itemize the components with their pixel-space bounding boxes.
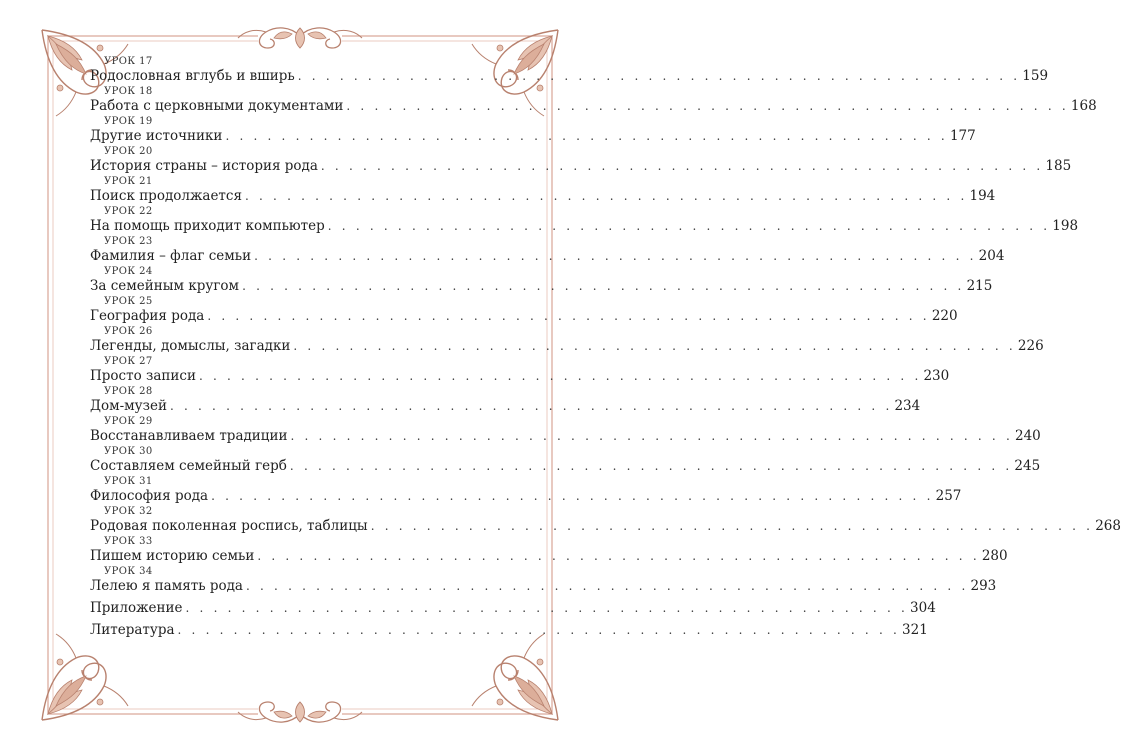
page-number: 220 [931, 308, 958, 324]
toc-entry[interactable] [90, 56, 1049, 86]
toc-entry[interactable] [90, 618, 928, 640]
lesson-label: УРОК 34 [104, 566, 153, 577]
toc-entry[interactable] [90, 416, 1041, 446]
dot-leader: . . . . . . . . . . . . . . . . . . . . . . . . . . . . . . . . . . . . . . . . . . . . . . . . . . . . [370, 519, 1094, 533]
chapter-title: Легенды, домыслы, загадки [90, 338, 291, 354]
chapter-title: Философия рода [90, 488, 209, 504]
lesson-label: УРОК 17 [104, 56, 153, 67]
page-number: 215 [966, 278, 993, 294]
page-number: 240 [1014, 428, 1041, 444]
lesson-label: УРОК 20 [104, 146, 153, 157]
chapter-title: Родословная вглубь и вширь [90, 68, 295, 84]
bottom-scroll-ornament-icon [238, 702, 362, 722]
page-number: 234 [894, 398, 921, 414]
lesson-label: УРОК 18 [104, 86, 153, 97]
dot-leader: . . . . . . . . . . . . . . . . . . . . . . . . . . . . . . . . . . . . . . . . . . . . . . . . . . . . [198, 369, 922, 383]
dot-leader: . . . . . . . . . . . . . . . . . . . . . . . . . . . . . . . . . . . . . . . . . . . . . . . . . . . . [254, 249, 977, 263]
toc-title-row [90, 457, 1041, 476]
toc-entry[interactable] [90, 566, 997, 596]
dot-leader: . . . . . . . . . . . . . . . . . . . . . . . . . . . . . . . . . . . . . . . . . . . . . . . . . . . . [211, 489, 934, 503]
chapter-title: Восстанавливаем традиции [90, 428, 288, 444]
lesson-label: УРОК 26 [104, 326, 153, 337]
top-scroll-ornament-icon [238, 28, 362, 48]
toc-entry[interactable] [90, 266, 993, 296]
toc-entry[interactable] [90, 536, 1008, 566]
toc-title-row [90, 577, 997, 596]
page-number: 226 [1017, 338, 1044, 354]
page-number: 159 [1022, 68, 1049, 84]
table-of-contents [90, 56, 1121, 640]
chapter-title: Работа с церковными документами [90, 98, 344, 114]
lesson-label: УРОК 31 [104, 476, 153, 487]
dot-leader: . . . . . . . . . . . . . . . . . . . . . . . . . . . . . . . . . . . . . . . . . . . . . . . . . . . . [290, 429, 1013, 443]
dot-leader: . . . . . . . . . . . . . . . . . . . . . . . . . . . . . . . . . . . . . . . . . . . . . . . . . . . . [346, 99, 1069, 113]
page-number: 204 [978, 248, 1005, 264]
page-number: 230 [923, 368, 950, 384]
toc-title-row [90, 247, 1005, 266]
toc-entry[interactable] [90, 326, 1044, 356]
dot-leader: . . . . . . . . . . . . . . . . . . . . . . . . . . . . . . . . . . . . . . . . . . . . . . . . . . . . [293, 339, 1016, 353]
page-number: 194 [969, 188, 996, 204]
dot-leader: . . . . . . . . . . . . . . . . . . . . . . . . . . . . . . . . . . . . . . . . . . . . . . . . . . . . [242, 279, 965, 293]
toc-title-row [90, 157, 1072, 176]
toc-entry[interactable] [90, 206, 1079, 236]
page-number: 268 [1095, 518, 1121, 534]
chapter-title: Лелею я память рода [90, 578, 243, 594]
lesson-label: УРОК 27 [104, 356, 153, 367]
dot-leader: . . . . . . . . . . . . . . . . . . . . . . . . . . . . . . . . . . . . . . . . . . . . . . . . . . . . [327, 219, 1051, 233]
lesson-label: УРОК 24 [104, 266, 153, 277]
page-number: 177 [949, 128, 976, 144]
toc-title-row [90, 547, 1008, 566]
lesson-label: УРОК 33 [104, 536, 153, 547]
dot-leader: . . . . . . . . . . . . . . . . . . . . . . . . . . . . . . . . . . . . . . . . . . . . . . . . . . . . [257, 549, 980, 563]
toc-title-row [90, 217, 1079, 236]
page-number: 321 [902, 622, 928, 638]
lesson-label: УРОК 32 [104, 506, 153, 517]
toc-title-row [90, 337, 1044, 356]
dot-leader: . . . . . . . . . . . . . . . . . . . . . . . . . . . . . . . . . . . . . . . . . . . . . . . . . . . . [320, 159, 1044, 173]
lesson-label: УРОК 22 [104, 206, 153, 217]
toc-entry[interactable] [90, 506, 1121, 536]
lesson-label: УРОК 19 [104, 116, 153, 127]
page-number: 185 [1045, 158, 1072, 174]
toc-entry[interactable] [90, 86, 1097, 116]
toc-entry[interactable] [90, 146, 1072, 176]
chapter-title: История страны – история рода [90, 158, 318, 174]
dot-leader: . . . . . . . . . . . . . . . . . . . . . . . . . . . . . . . . . . . . . . . . . . . . . . . . . . . . [185, 601, 909, 615]
toc-entry[interactable] [90, 446, 1041, 476]
toc-title-row [90, 307, 958, 326]
dot-leader: . . . . . . . . . . . . . . . . . . . . . . . . . . . . . . . . . . . . . . . . . . . . . . . . . . . . [289, 459, 1013, 473]
chapter-title: Составляем семейный герб [90, 458, 287, 474]
chapter-title: Пишем историю семьи [90, 548, 255, 564]
chapter-title: Родовая поколенная роспись, таблицы [90, 518, 368, 534]
toc-entry[interactable] [90, 116, 976, 146]
dot-leader: . . . . . . . . . . . . . . . . . . . . . . . . . . . . . . . . . . . . . . . . . . . . . . . . . . . . [225, 129, 948, 143]
chapter-title: География рода [90, 308, 205, 324]
page-number: 168 [1070, 98, 1097, 114]
toc-title-row [90, 277, 993, 296]
page-number: 198 [1052, 218, 1079, 234]
toc-title-row [90, 127, 976, 146]
toc-title-row [90, 599, 936, 618]
lesson-label: УРОК 28 [104, 386, 153, 397]
toc-title-row [90, 487, 962, 506]
lesson-label: УРОК 21 [104, 176, 153, 187]
chapter-title: Просто записи [90, 368, 196, 384]
page-number: 245 [1014, 458, 1041, 474]
chapter-title: За семейным кругом [90, 278, 240, 294]
page-number: 304 [910, 600, 936, 616]
chapter-title: Приложение [90, 600, 183, 616]
chapter-title: Другие источники [90, 128, 223, 144]
toc-title-row [90, 367, 950, 386]
lesson-label: УРОК 23 [104, 236, 153, 247]
toc-title-row [90, 67, 1049, 86]
page-number: 257 [935, 488, 962, 504]
lesson-label: УРОК 25 [104, 296, 153, 307]
chapter-title: На помощь приходит компьютер [90, 218, 325, 234]
toc-entry[interactable] [90, 356, 950, 386]
chapter-title: Фамилия – флаг семьи [90, 248, 252, 264]
chapter-title: Литература [90, 622, 175, 638]
dot-leader: . . . . . . . . . . . . . . . . . . . . . . . . . . . . . . . . . . . . . . . . . . . . . . . . . . . . [169, 399, 893, 413]
toc-title-row [90, 517, 1121, 536]
toc-entry[interactable] [90, 176, 996, 206]
toc-entry[interactable] [90, 236, 1005, 266]
page-number: 280 [981, 548, 1008, 564]
lesson-label: УРОК 29 [104, 416, 153, 427]
lesson-label: УРОК 30 [104, 446, 153, 457]
toc-title-row [90, 427, 1041, 446]
page-number: 293 [970, 578, 997, 594]
toc-entry[interactable] [90, 596, 936, 618]
toc-entry[interactable] [90, 296, 958, 326]
dot-leader: . . . . . . . . . . . . . . . . . . . . . . . . . . . . . . . . . . . . . . . . . . . . . . . . . . . . [245, 579, 969, 593]
toc-title-row [90, 397, 921, 416]
toc-title-row [90, 621, 928, 640]
dot-leader: . . . . . . . . . . . . . . . . . . . . . . . . . . . . . . . . . . . . . . . . . . . . . . . . . . . . [207, 309, 930, 323]
chapter-title: Дом-музей [90, 398, 167, 414]
toc-entry[interactable] [90, 476, 962, 506]
dot-leader: . . . . . . . . . . . . . . . . . . . . . . . . . . . . . . . . . . . . . . . . . . . . . . . . . . . . [177, 623, 901, 637]
dot-leader: . . . . . . . . . . . . . . . . . . . . . . . . . . . . . . . . . . . . . . . . . . . . . . . . . . . . [244, 189, 968, 203]
dot-leader: . . . . . . . . . . . . . . . . . . . . . . . . . . . . . . . . . . . . . . . . . . . . . . . . . . . . [297, 69, 1021, 83]
toc-entry[interactable] [90, 386, 921, 416]
chapter-title: Поиск продолжается [90, 188, 242, 204]
toc-title-row [90, 187, 996, 206]
toc-title-row [90, 97, 1097, 116]
